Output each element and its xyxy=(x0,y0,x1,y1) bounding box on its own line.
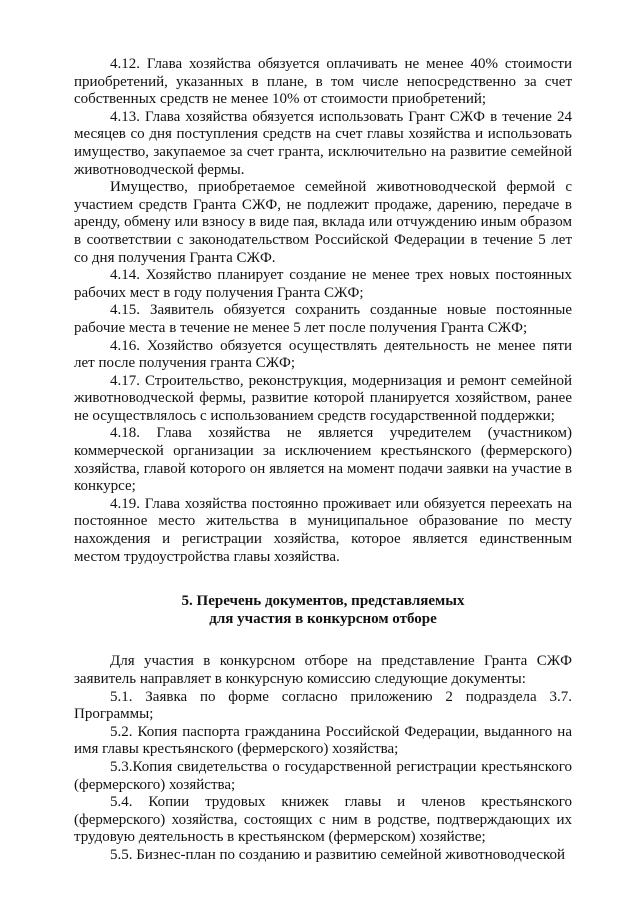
paragraph-5-2: 5.2. Копия паспорта гражданина Российской Федерации, выданного на имя главы крестьянского (фермерского) хозяйства; xyxy=(74,723,572,758)
paragraph-property-restriction: Имущество, приобретаемое семейной животноводческой фермой с участием средств Гранта СЖФ, не подлежит продаже, дарению, передаче в аренду, обмену или взносу в виде пая, вклада или отчуждению иным образом в соответствии с законодательством Российской Федерации в течение 5 лет со дня получения Гранта СЖФ. xyxy=(74,179,572,266)
paragraph-section-5-intro: Для участия в конкурсном отборе на представление Гранта СЖФ заявитель направляет в конкурсную комиссию следующие документы: xyxy=(74,653,572,687)
paragraph-5-1: 5.1. Заявка по форме согласно приложению 2 подраздела 3.7. Программы; xyxy=(74,688,572,723)
paragraph-4-13: 4.13. Глава хозяйства обязуется использовать Грант СЖФ в течение 24 месяцев со дня поступления средств на счет главы хозяйства и использовать имущество, закупаемое за счет гранта, исключительно на развитие семейной животноводческой фермы. xyxy=(74,108,572,178)
section-5-heading-line-1: 5. Перечень документов, представляемых xyxy=(181,593,465,610)
section-5-heading-line-2: для участия в конкурсном отборе xyxy=(209,610,437,627)
paragraph-5-5: 5.5. Бизнес-план по созданию и развитию семейной животноводческой xyxy=(110,846,566,863)
paragraph-4-19: 4.19. Глава хозяйства постоянно проживает или обязуется переехать на постоянное место жительства в муниципальное образование по месту нахождения и регистрации хозяйства, которое является единственным местом трудоустройства главы хозяйства. xyxy=(74,495,572,565)
paragraph-4-18: 4.18. Глава хозяйства не является учредителем (участником) коммерческой организации за исключением крестьянского (фермерского) хозяйства, главой которого он является на момент подачи заявки на участие в конкурсе; xyxy=(74,425,572,495)
section-5-heading xyxy=(74,593,572,628)
paragraph-4-16: 4.16. Хозяйство обязуется осуществлять деятельность не менее пяти лет после получения гранта СЖФ; xyxy=(74,337,572,372)
paragraph-4-17: 4.17. Строительство, реконструкция, модернизация и ремонт семейной животноводческой фермы, развитие которой планируется хозяйством, ранее не осуществлялось с использованием средств государственной поддержки; xyxy=(74,372,572,424)
paragraph-4-14: 4.14. Хозяйство планирует создание не менее трех новых постоянных рабочих мест в году получения Гранта СЖФ; xyxy=(74,267,572,301)
paragraph-5-3: 5.3.Копия свидетельства о государственной регистрации крестьянского (фермерского) хозяйства; xyxy=(74,758,572,793)
paragraph-5-4: 5.4. Копии трудовых книжек главы и членов крестьянского (фермерского) хозяйства, состоящих с ним в родстве, подтверждающих их трудовую деятельность в крестьянском (фермерском) хозяйстве; xyxy=(74,794,572,846)
paragraph-4-15: 4.15. Заявитель обязуется сохранить созданные новые постоянные рабочие места в течение не менее 5 лет после получения Гранта СЖФ; xyxy=(74,302,572,336)
paragraph-4-12: 4.12. Глава хозяйства обязуется оплачивать не менее 40% стоимости приобретений, указанных в плане, в том числе непосредственно за счет собственных средств не менее 10% от стоимости приобретений; xyxy=(74,56,572,108)
document-page xyxy=(74,56,572,865)
